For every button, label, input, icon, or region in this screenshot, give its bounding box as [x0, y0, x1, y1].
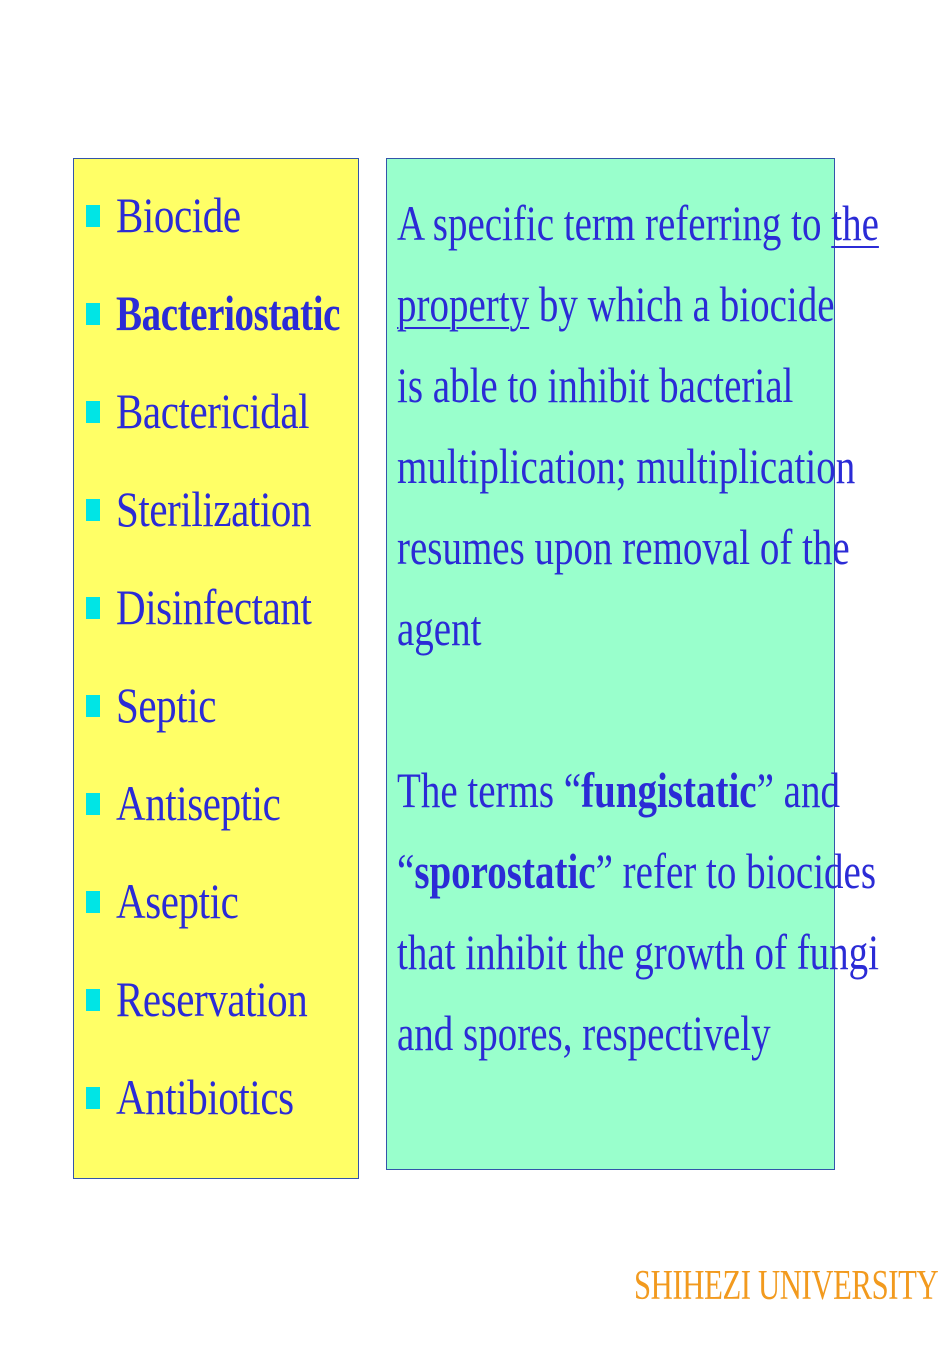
square-bullet-icon — [86, 989, 100, 1011]
definition-line — [397, 426, 879, 507]
definition-line — [397, 507, 879, 588]
term-label: Septic — [116, 677, 217, 733]
square-bullet-icon — [86, 303, 100, 325]
underlined-phrase: the — [831, 195, 879, 251]
definition-text-segment: multiplication; multiplication — [397, 438, 856, 494]
term-label: Aseptic — [116, 873, 239, 929]
term-item-antiseptic[interactable] — [86, 773, 403, 871]
note-line: that inhibit the growth of fungi — [397, 924, 880, 980]
note-text-segment: ” refer to biocides — [595, 843, 877, 899]
note-line — [397, 750, 879, 831]
term-label: Disinfectant — [116, 579, 312, 635]
bold-term-fungistatic: fungistatic — [581, 762, 757, 818]
term-label: Bactericidal — [116, 383, 310, 439]
term-label: Bacteriostatic — [116, 285, 341, 341]
definition-line — [397, 345, 879, 426]
paragraph-gap — [397, 669, 879, 750]
definition-text — [397, 183, 952, 1074]
term-item-antibiotics[interactable] — [86, 1067, 403, 1165]
note-line: and spores, respectively — [397, 1005, 771, 1061]
square-bullet-icon — [86, 695, 100, 717]
definition-text-segment: is able to inhibit bacterial — [397, 357, 794, 413]
note-text-segment: “ — [397, 843, 415, 899]
definition-text-segment: agent — [397, 600, 482, 656]
definition-panel — [386, 158, 880, 1170]
definition-text-segment: A specific term referring to — [397, 195, 832, 251]
term-item-septic[interactable] — [86, 675, 403, 773]
definition-line — [397, 264, 879, 345]
square-bullet-icon — [86, 793, 100, 815]
square-bullet-icon — [86, 891, 100, 913]
definition-text-segment: by which a biocide — [529, 276, 835, 332]
term-item-sterilization[interactable] — [86, 479, 403, 577]
term-item-bacteriostatic[interactable] — [86, 283, 403, 381]
square-bullet-icon — [86, 597, 100, 619]
definition-line — [397, 588, 879, 669]
term-label: Sterilization — [116, 481, 312, 537]
term-item-aseptic[interactable] — [86, 871, 403, 969]
note-line — [397, 831, 879, 912]
definition-text-segment: resumes upon removal of the — [397, 519, 850, 575]
term-label: Reservation — [116, 971, 308, 1027]
terms-panel — [73, 158, 359, 1179]
term-label: Antiseptic — [116, 775, 281, 831]
term-item-biocide[interactable] — [86, 185, 403, 283]
square-bullet-icon — [86, 401, 100, 423]
term-item-reservation[interactable] — [86, 969, 403, 1067]
note-text-segment: ” and — [756, 762, 840, 818]
square-bullet-icon — [86, 205, 100, 227]
bold-term-sporostatic: sporostatic — [414, 843, 596, 899]
footer-university-name: SHIHEZI UNIVERSITY — [634, 1263, 939, 1309]
term-item-disinfectant[interactable] — [86, 577, 403, 675]
term-label: Antibiotics — [116, 1069, 294, 1125]
term-item-bactericidal[interactable] — [86, 381, 403, 479]
square-bullet-icon — [86, 1087, 100, 1109]
underlined-phrase: property — [397, 276, 530, 332]
term-label: Biocide — [116, 187, 241, 243]
square-bullet-icon — [86, 499, 100, 521]
note-text-segment: The terms “ — [397, 762, 582, 818]
definition-line — [397, 183, 879, 264]
term-list — [86, 185, 403, 1165]
